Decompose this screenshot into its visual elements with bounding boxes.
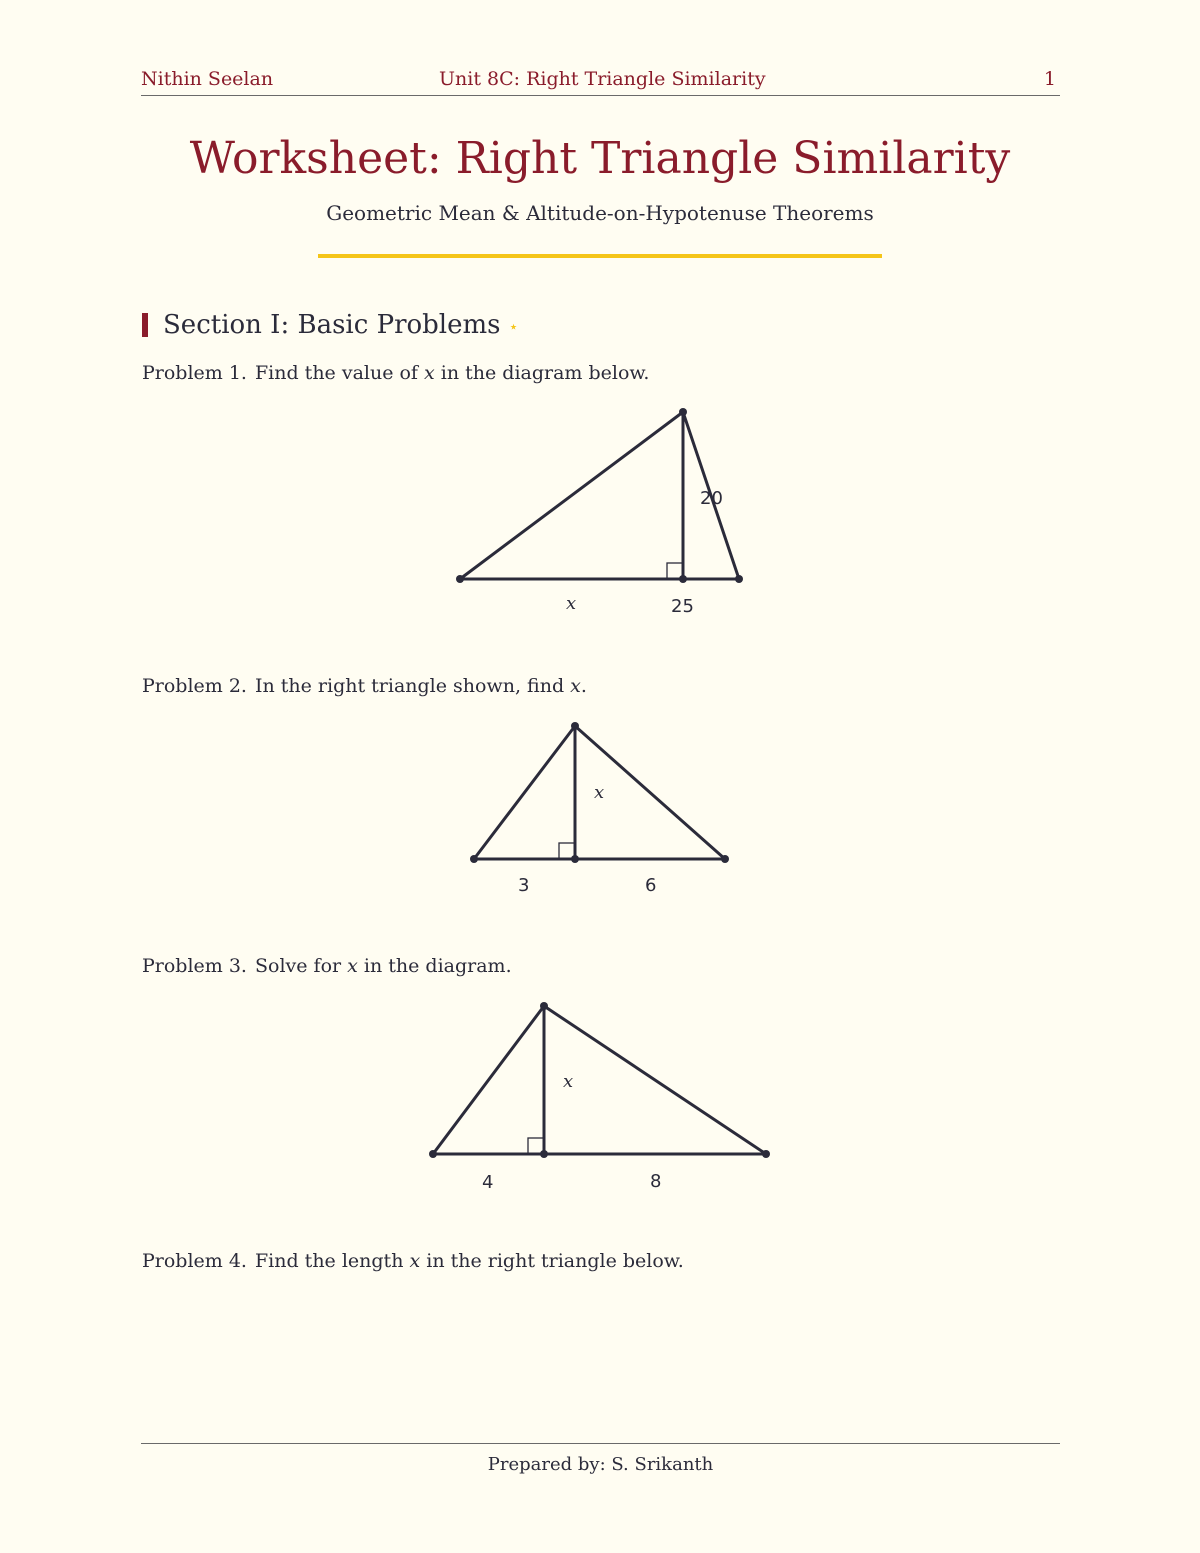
problem-text: in the diagram.: [363, 955, 512, 977]
page-footer: [141, 1443, 1060, 1475]
star-icon: ⋆: [508, 316, 519, 336]
segment-label: 4: [482, 1172, 494, 1193]
altitude-label: x: [563, 1071, 574, 1092]
problem-text: .: [580, 675, 587, 697]
triangle-side: [433, 1006, 544, 1154]
altitude-label: x: [594, 782, 605, 803]
segment-label: 3: [518, 875, 530, 896]
altitude-foot-point: [540, 1150, 548, 1158]
problem-number: Problem 4.: [142, 1250, 247, 1272]
problem-text: Solve for: [254, 955, 342, 977]
segment-label: 8: [650, 1171, 662, 1192]
vertex-point: [540, 1002, 548, 1010]
segment-label: 6: [645, 875, 657, 896]
triangle-side: [544, 1006, 766, 1154]
problem-text: Find the length: [254, 1250, 404, 1272]
problem-variable: x: [570, 675, 581, 697]
header-unit-title: Unit 8C: Right Triangle Similarity: [439, 68, 766, 90]
problem-text: In the right triangle shown, find: [254, 675, 565, 697]
problem-text: in the diagram below.: [440, 362, 650, 384]
header-page-number: 1: [1043, 68, 1056, 90]
side-label: 20: [700, 488, 723, 509]
problem-variable: x: [347, 955, 358, 977]
section-heading-text: Section I: Basic Problems: [163, 310, 501, 340]
problem-number: Problem 2.: [142, 675, 247, 697]
problem-number: Problem 3.: [142, 955, 247, 977]
problem-text: in the right triangle below.: [426, 1250, 684, 1272]
footer-credit: Prepared by: S. Srikanth: [487, 1454, 714, 1475]
vertex-point: [762, 1150, 770, 1158]
segment-label: 25: [671, 596, 694, 617]
worksheet-subtitle: Geometric Mean & Altitude-on-Hypotenuse Theorems: [326, 201, 874, 225]
segment-label: x: [566, 593, 577, 614]
vertex-point: [429, 1150, 437, 1158]
problem-4-statement: [142, 1250, 684, 1272]
problem-text: Find the value of: [254, 362, 418, 384]
worksheet-title: Worksheet: Right Triangle Similarity: [189, 133, 1011, 184]
problem-variable: x: [424, 362, 435, 384]
problem-variable: x: [409, 1250, 421, 1272]
problem-number: Problem 1.: [142, 362, 247, 384]
header-author: Nithin Seelan: [141, 68, 274, 90]
